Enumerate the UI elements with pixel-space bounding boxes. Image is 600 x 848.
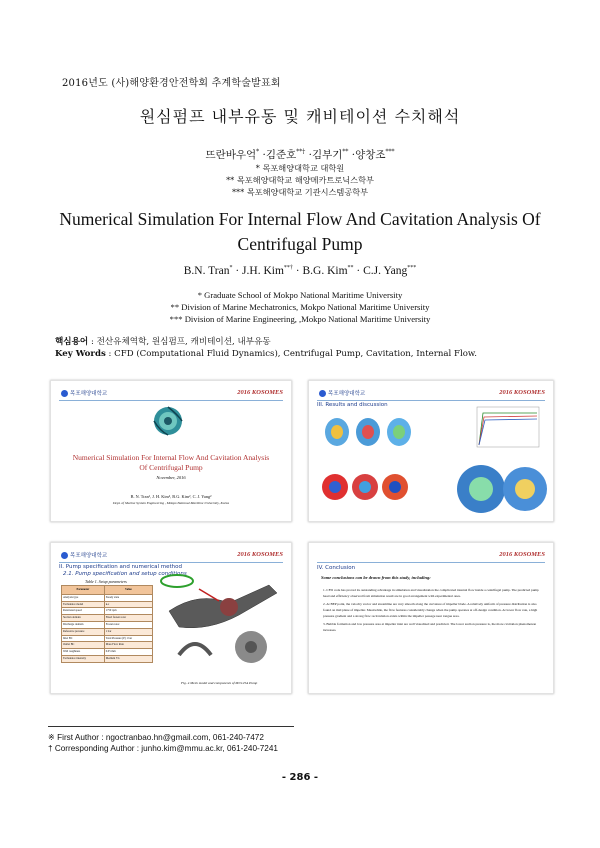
slide-brand: 2016 KOSOMES [499, 551, 545, 558]
table-row [62, 649, 153, 656]
results-heading: III. Results and discussion [317, 402, 388, 408]
table-row [62, 628, 153, 635]
university-logo: 목포해양대학교 [61, 551, 107, 559]
slide-authors: B. N. Tran¹, J. H. Kim², B.G. Kim², C. J. Yang² [130, 494, 212, 499]
table-cell: Mass Flow Rate [104, 642, 152, 649]
table-cell: Analysis type [62, 594, 105, 601]
table-header: Parameter [62, 586, 105, 595]
table-cell: Medium 5% [104, 655, 152, 662]
logo-mark-icon [61, 390, 68, 397]
university-logo: 목포해양대학교 [61, 389, 107, 397]
slide-brand: 2016 KOSOMES [237, 389, 283, 396]
table-cell: Turbulence intensity [62, 655, 105, 662]
korean-affiliation-2: ** 목포해양대학교 해양메카트로닉스학부 [226, 175, 374, 185]
table-cell: Fixed frozen rotor [104, 615, 152, 622]
english-affiliation-1: * Graduate School of Mokpo National Maritime University [197, 290, 403, 300]
slide-divider [317, 562, 545, 563]
table-cell: Steady state [104, 594, 152, 601]
university-logo: 목포해양대학교 [319, 389, 365, 397]
table-cell: Frozen rotor [104, 621, 152, 628]
slide-affiliation: Dept. of Marine System Engineering , Mokpo National Maritime University, Korea [112, 501, 230, 505]
slide-brand: 2016 KOSOMES [237, 551, 283, 558]
table-row [62, 615, 153, 622]
table-cell: k-ε [104, 601, 152, 608]
logo-mark-icon [61, 552, 68, 559]
slide-title-line1: Numerical Simulation For Internal Flow And Cavitation Analysis [72, 453, 270, 462]
pump-mesh-model [159, 571, 287, 667]
mesh-caption: Fig. 4 Mesh model and components of MU125A Pump [181, 681, 258, 685]
conference-title: 2016년도 (사)해양환경안전학회 추계학술발표회 [62, 78, 281, 89]
keywords-korean: 핵심용어 : 전산유체역학, 원심펌프, 캐비테이션, 내부유동 [55, 337, 271, 347]
conclusion-point: 2. At BEP point, the velocity vector and streamline are very smooth along the curvature of impeller blade. A relatively uniform of pressure distribution is also found on mid plane of impeller. Meanwhile, the flow features considerably change when the pump operates at off-design condition. At lower flow rate, a high pressure gradient and a strong flow recirculation exists within the impeller passage near tongue area. [323, 602, 538, 618]
korean-authors: 뜨란바우억* ·김준호**† ·김부기** ·양창조*** [205, 148, 395, 161]
table-row [62, 621, 153, 628]
table-cell: Rotational speed [62, 608, 105, 615]
english-affiliation-2: ** Division of Marine Mechatronics, Mokpo National Maritime University [170, 302, 430, 312]
footnote-first-author: ※ First Author : ngoctranbao.hn@gmail.com, 061-240-7472 [48, 733, 264, 742]
korean-affiliation-3: *** 목포해양대학교 기관시스템공학부 [231, 187, 369, 197]
table-row [62, 608, 153, 615]
setup-parameters-table [61, 585, 153, 663]
english-title-line1: Numerical Simulation For Internal Flow And Cavitation Analysis Of [59, 209, 541, 229]
table-header: Value [104, 586, 152, 595]
spec-subheading: 2.1. Pump specification and setup conditions [63, 571, 187, 577]
slide-title [50, 380, 292, 522]
table-cell: 1 bar [104, 628, 152, 635]
slide-divider [59, 562, 283, 563]
conclusion-point: 3. Bubble formation and low pressure area at impeller inlet are well visualized and predicted. The lower suction pressure is, the more cavitation phenomenon increases. [323, 622, 537, 632]
conclusion-point: 1. CFD code has proved its outstanding advantage in simulation and visualization the complicated internal flow inside a centrifugal pump. The predicted pump head and efficiency observed from simulation result are in good arrangement with experimental ones. [323, 588, 539, 598]
table-cell: Inlet BC [62, 635, 105, 642]
table-cell: Turbulence model [62, 601, 105, 608]
table-row [62, 594, 153, 601]
korean-affiliation-1: * 목포해양대학교 대학원 [255, 163, 345, 173]
contour-images-top [323, 411, 413, 453]
conclusion-lead: Some conclusions can be drawn from this study, including: [321, 575, 431, 580]
table-cell: 1750 rpm [104, 608, 152, 615]
slide-specification [50, 542, 292, 694]
table-cell: Suction domain [62, 615, 105, 622]
korean-title: 원심펌프 내부유동 및 캐비테이션 수치해석 [139, 107, 461, 126]
table-row [62, 642, 153, 649]
table-row [62, 601, 153, 608]
english-affiliation-3: *** Division of Marine Engineering, ,Mokpo National Maritime University [169, 314, 431, 324]
slide-conclusion [308, 542, 554, 694]
table-cell: Wall roughness [62, 649, 105, 656]
page-number: - 286 - [281, 772, 319, 783]
table-cell: Reference pressure [62, 628, 105, 635]
english-title-line2: Centrifugal Pump [237, 234, 363, 254]
table-row [62, 655, 153, 662]
english-authors: B.N. Tran* · J.H. Kim**† · B.G. Kim** · C.J. Yang*** [183, 265, 417, 277]
performance-chart [469, 405, 543, 455]
keywords-english: Key Words : CFD (Computational Fluid Dynamics), Centrifugal Pump, Cavitation, Internal Flow. [55, 349, 477, 359]
slide-date: November, 2016 [156, 475, 186, 480]
slide-brand: 2016 KOSOMES [499, 389, 545, 396]
table-cell: Discharge domain [62, 621, 105, 628]
slide-results [308, 380, 554, 522]
table-row [62, 635, 153, 642]
contour-images-bottom [321, 461, 547, 517]
table-title: Table 1. Setup parameters [85, 579, 127, 584]
footnote-rule [48, 726, 294, 727]
spec-heading: II. Pump specification and numerical method [59, 564, 182, 570]
conclusion-heading: IV. Conclusion [317, 565, 356, 571]
logo-mark-icon [319, 390, 326, 397]
table-cell: Total Pressure (P) 1 bar [104, 635, 152, 642]
slide-divider [59, 400, 283, 401]
footnote-corresponding-author: † Corresponding Author : junho.kim@mmu.ac.kr, 061-240-7241 [48, 744, 278, 753]
slide-title-line2: Of Centrifugal Pump [139, 463, 203, 472]
impeller-image [143, 405, 193, 437]
table-cell: 0.05 mm [104, 649, 152, 656]
conclusion-points [323, 587, 543, 633]
table-cell: Outlet BC [62, 642, 105, 649]
slide-divider [317, 400, 545, 401]
